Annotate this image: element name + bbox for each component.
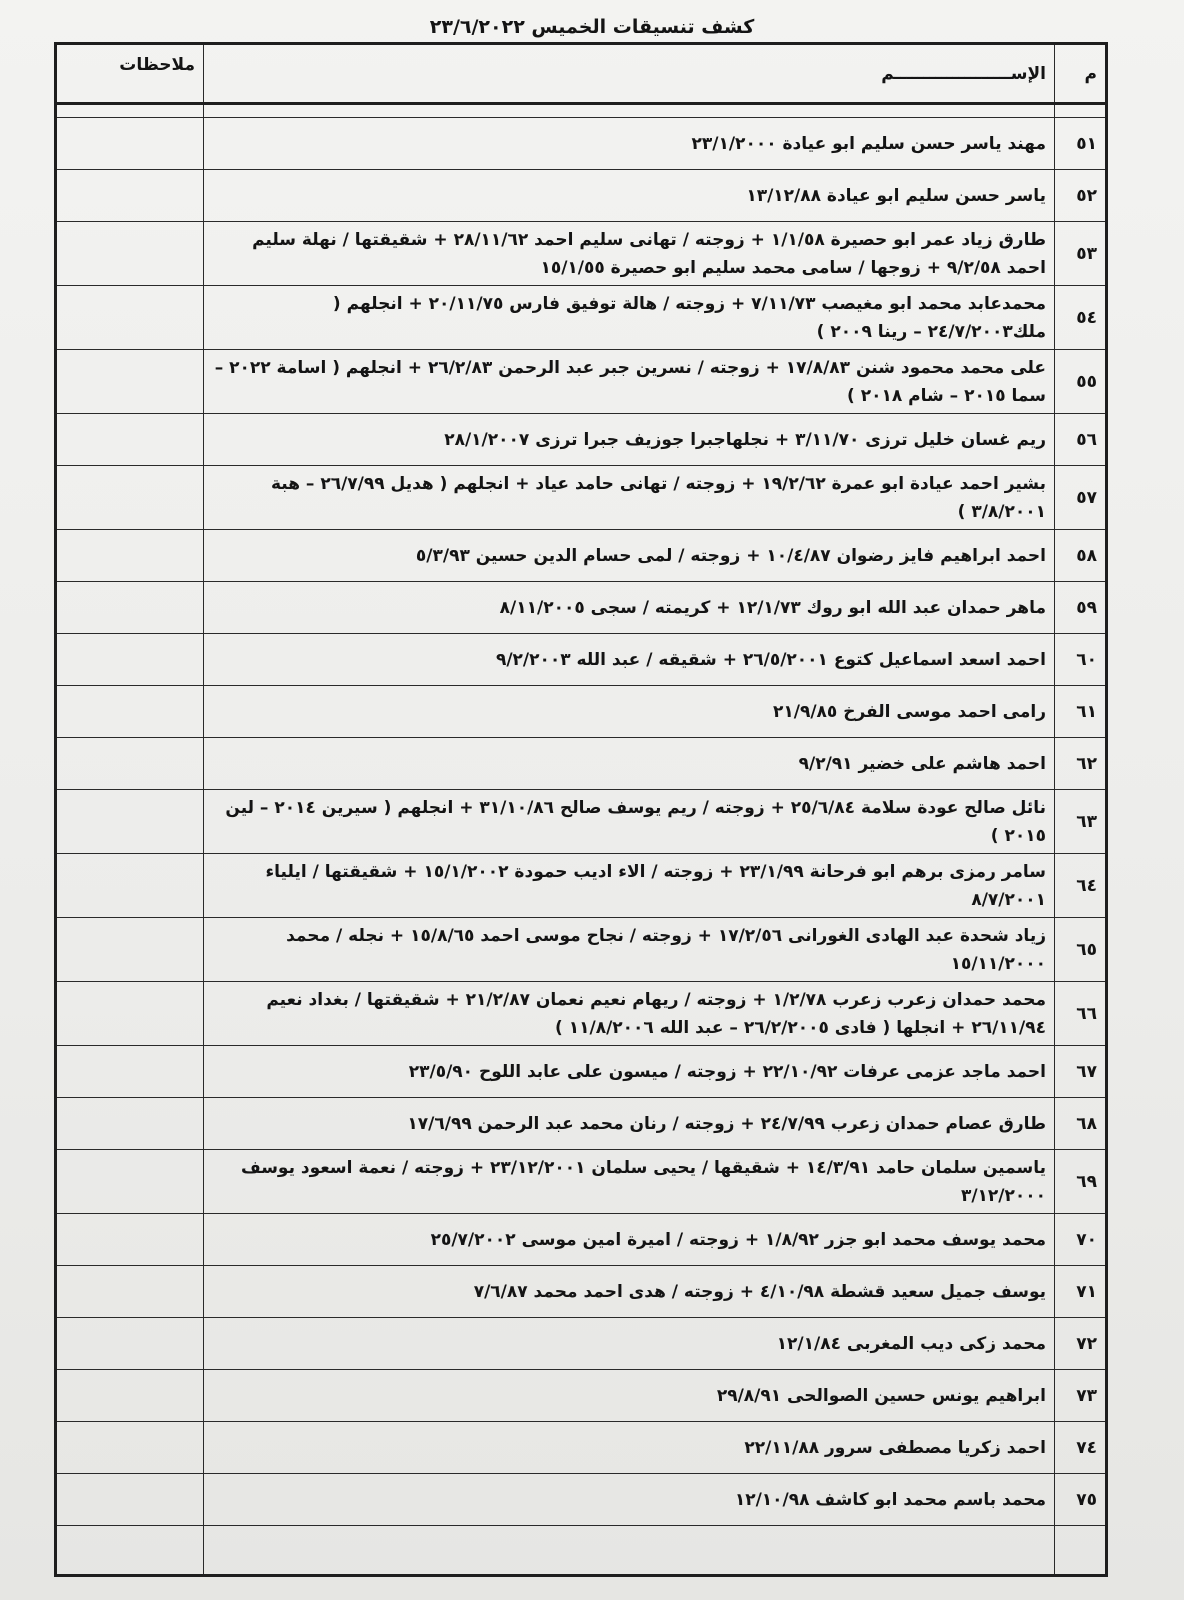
row-name: احمد ابراهيم فايز رضوان ١٠/٤/٨٧ + زوجته / لمى حسام الدين حسين ٥/٣/٩٣: [204, 530, 1055, 582]
row-notes: [56, 466, 204, 530]
row-number: ٦٣: [1055, 790, 1107, 854]
row-number: ٦٧: [1055, 1046, 1107, 1098]
row-notes: [56, 1422, 204, 1474]
row-number: ٧٣: [1055, 1370, 1107, 1422]
row-notes: [56, 918, 204, 982]
row-notes: [56, 738, 204, 790]
row-notes: [56, 982, 204, 1046]
row-number: ٧٢: [1055, 1318, 1107, 1370]
table-row: [56, 1422, 1107, 1474]
row-notes: [56, 1214, 204, 1266]
row-notes: [56, 530, 204, 582]
table-row: [56, 1046, 1107, 1098]
table-row: [56, 1370, 1107, 1422]
empty-cell: [204, 1526, 1055, 1576]
header-name: الإســــــــــــــــــــم: [204, 44, 1055, 104]
row-number: ٦٢: [1055, 738, 1107, 790]
row-number: ٥٣: [1055, 222, 1107, 286]
page-title: كشف تنسيقات الخميس ٢٣/٦/٢٠٢٢: [429, 16, 755, 38]
table-row: [56, 222, 1107, 286]
row-name: احمد هاشم على خضير ٩/٢/٩١: [204, 738, 1055, 790]
row-name: احمد ماجد عزمى عرفات ٢٢/١٠/٩٢ + زوجته / ميسون على عابد اللوح ٢٣/٥/٩٠: [204, 1046, 1055, 1098]
row-name: احمد زكريا مصطفى سرور ٢٢/١١/٨٨: [204, 1422, 1055, 1474]
row-notes: [56, 350, 204, 414]
row-name: ياسمين سلمان حامد ١٤/٣/٩١ + شقيقها / يحيى سلمان ٢٣/١٢/٢٠٠١ + زوجته / نعمة اسعود يوسف ٣/١٢/٢٠٠٠: [204, 1150, 1055, 1214]
row-number: ٦٦: [1055, 982, 1107, 1046]
header-gap-row: [56, 104, 1107, 118]
row-number: ٦٨: [1055, 1098, 1107, 1150]
row-notes: [56, 222, 204, 286]
table-row: [56, 1098, 1107, 1150]
row-notes: [56, 170, 204, 222]
row-notes: [56, 1266, 204, 1318]
coordination-table: [54, 42, 1108, 1577]
row-number: ٧٥: [1055, 1474, 1107, 1526]
row-notes: [56, 854, 204, 918]
table-row: [56, 918, 1107, 982]
table-row: [56, 582, 1107, 634]
table-row: [56, 1266, 1107, 1318]
row-name: بشير احمد عيادة ابو عمرة ١٩/٢/٦٢ + زوجته / تهانى حامد عياد + انجلهم ( هديل ٢٦/٧/٩٩ – هبة ٣/٨/٢٠٠١ ): [204, 466, 1055, 530]
row-name: طارق عصام حمدان زعرب ٢٤/٧/٩٩ + زوجته / رنان محمد عبد الرحمن ١٧/٦/٩٩: [204, 1098, 1055, 1150]
row-number: ٦٩: [1055, 1150, 1107, 1214]
table-row: [56, 530, 1107, 582]
table-row: [56, 350, 1107, 414]
row-number: ٥٨: [1055, 530, 1107, 582]
row-name: طارق زياد عمر ابو حصيرة ١/١/٥٨ + زوجته / تهانى سليم احمد ٢٨/١١/٦٢ + شقيقتها / نهلة سليم احمد ٩/٢/٥٨ + زوجها / سامى محمد سليم ابو حصيرة ١٥/١/٥٥: [204, 222, 1055, 286]
empty-cell: [1055, 1526, 1107, 1576]
row-name: ابراهيم يونس حسين الصوالحى ٢٩/٨/٩١: [204, 1370, 1055, 1422]
row-number: ٥٩: [1055, 582, 1107, 634]
table-row: [56, 738, 1107, 790]
table-row: [56, 1318, 1107, 1370]
row-number: ٧١: [1055, 1266, 1107, 1318]
table-row: [56, 1150, 1107, 1214]
table-header-row: [56, 44, 1107, 104]
row-notes: [56, 1318, 204, 1370]
table-row: [56, 686, 1107, 738]
table-row: [56, 982, 1107, 1046]
row-name: يوسف جميل سعيد قشطة ٤/١٠/٩٨ + زوجته / هدى احمد محمد ٧/٦/٨٧: [204, 1266, 1055, 1318]
row-name: على محمد محمود شنن ١٧/٨/٨٣ + زوجته / نسرين جبر عبد الرحمن ٢٦/٢/٨٣ + انجلهم ( اسامة ٢٠٢٢ – سما ٢٠١٥ – شام ٢٠١٨ ): [204, 350, 1055, 414]
row-name: ريم غسان خليل ترزى ٣/١١/٧٠ + نجلهاجبرا جوزيف جبرا ترزى ٢٨/١/٢٠٠٧: [204, 414, 1055, 466]
row-notes: [56, 286, 204, 350]
table-row: [56, 414, 1107, 466]
row-notes: [56, 118, 204, 170]
row-number: ٥٧: [1055, 466, 1107, 530]
table-row: [56, 790, 1107, 854]
row-number: ٦٤: [1055, 854, 1107, 918]
table-row: [56, 170, 1107, 222]
row-notes: [56, 686, 204, 738]
header-number: م: [1055, 44, 1107, 104]
row-notes: [56, 790, 204, 854]
row-number: ٥٢: [1055, 170, 1107, 222]
row-name: مهند ياسر حسن سليم ابو عيادة ٢٣/١/٢٠٠٠: [204, 118, 1055, 170]
row-number: ٥٥: [1055, 350, 1107, 414]
row-name: احمد اسعد اسماعيل كتوع ٢٦/٥/٢٠٠١ + شقيقه / عبد الله ٩/٢/٢٠٠٣: [204, 634, 1055, 686]
table-row: [56, 854, 1107, 918]
empty-bottom-row: [56, 1526, 1107, 1576]
table-row: [56, 634, 1107, 686]
row-name: زياد شحدة عبد الهادى الغورانى ١٧/٢/٥٦ + زوجته / نجاح موسى احمد ١٥/٨/٦٥ + نجله / محمد ١٥/١١/٢٠٠٠: [204, 918, 1055, 982]
row-name: محمد زكى ديب المغربى ١٢/١/٨٤: [204, 1318, 1055, 1370]
row-name: ياسر حسن سليم ابو عيادة ١٣/١٢/٨٨: [204, 170, 1055, 222]
row-name: محمد باسم محمد ابو كاشف ١٢/١٠/٩٨: [204, 1474, 1055, 1526]
table-row: [56, 1214, 1107, 1266]
row-number: ٧٠: [1055, 1214, 1107, 1266]
row-name: محمدعابد محمد ابو مغيصب ٧/١١/٧٣ + زوجته / هالة توفيق فارس ٢٠/١١/٧٥ + انجلهم ( ملك٢٤/٧/٢٠٠٣ – رينا ٢٠٠٩ ): [204, 286, 1055, 350]
row-name: ماهر حمدان عبد الله ابو روك ١٢/١/٧٣ + كريمته / سجى ٨/١١/٢٠٠٥: [204, 582, 1055, 634]
row-notes: [56, 582, 204, 634]
row-number: ٦١: [1055, 686, 1107, 738]
row-notes: [56, 1474, 204, 1526]
row-number: ٦٥: [1055, 918, 1107, 982]
table-row: [56, 118, 1107, 170]
row-number: ٥٤: [1055, 286, 1107, 350]
row-name: سامر رمزى برهم ابو فرحانة ٢٣/١/٩٩ + زوجته / الاء اديب حمودة ١٥/١/٢٠٠٢ + شقيقتها / ايلياء ٨/٧/٢٠٠١: [204, 854, 1055, 918]
row-notes: [56, 1046, 204, 1098]
row-name: محمد يوسف محمد ابو جزر ١/٨/٩٢ + زوجته / اميرة امين موسى ٢٥/٧/٢٠٠٢: [204, 1214, 1055, 1266]
row-notes: [56, 414, 204, 466]
row-notes: [56, 1150, 204, 1214]
table-body: [56, 104, 1107, 1576]
row-name: محمد حمدان زعرب زعرب ١/٢/٧٨ + زوجته / ريهام نعيم نعمان ٢١/٢/٨٧ + شقيقتها / بغداد نعيم ٢٦/١١/٩٤ + انجلها ( فادى ٢٦/٢/٢٠٠٥ – عبد الله ١١/٨/٢٠٠٦ ): [204, 982, 1055, 1046]
row-number: ٦٠: [1055, 634, 1107, 686]
header-notes: ملاحظات: [56, 44, 204, 104]
row-notes: [56, 634, 204, 686]
row-name: نائل صالح عودة سلامة ٢٥/٦/٨٤ + زوجته / ريم يوسف صالح ٣١/١٠/٨٦ + انجلهم ( سيرين ٢٠١٤ – لين ٢٠١٥ ): [204, 790, 1055, 854]
row-name: رامى احمد موسى الفرخ ٢١/٩/٨٥: [204, 686, 1055, 738]
row-notes: [56, 1098, 204, 1150]
row-number: ٥١: [1055, 118, 1107, 170]
table-row: [56, 1474, 1107, 1526]
row-notes: [56, 1370, 204, 1422]
table-row: [56, 286, 1107, 350]
empty-cell: [56, 1526, 204, 1576]
row-number: ٧٤: [1055, 1422, 1107, 1474]
row-number: ٥٦: [1055, 414, 1107, 466]
table-row: [56, 466, 1107, 530]
